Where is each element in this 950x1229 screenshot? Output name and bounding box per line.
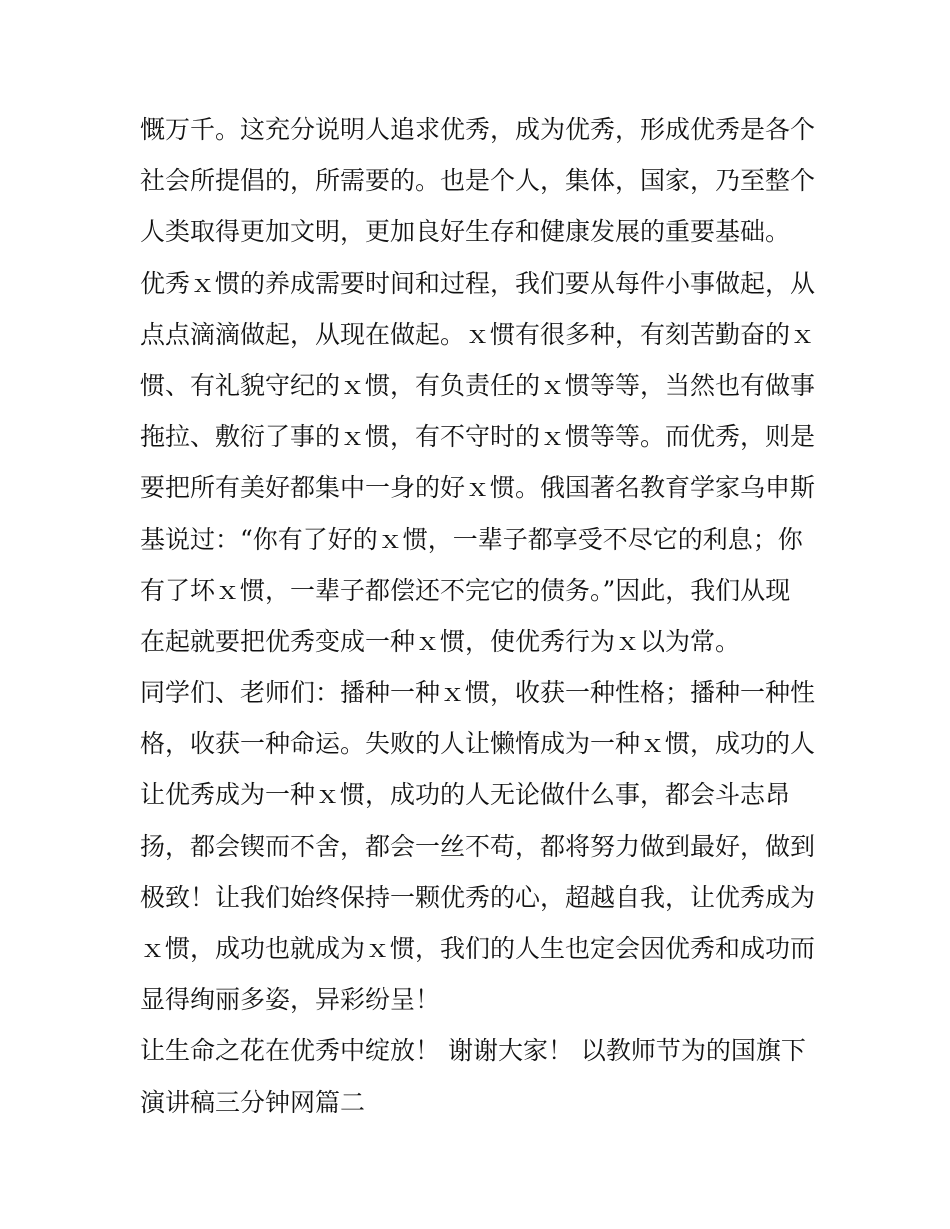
text-line: 有了坏ｘ惯，一辈子都偿还不完它的债务。”因此，我们从现 [140, 575, 791, 605]
text-line: 要把所有美好都集中一身的好ｘ惯。俄国著名教育学家乌申斯 [140, 473, 816, 503]
text-line: 社会所提倡的，所需要的。也是个人，集体，国家，乃至整个 [140, 166, 816, 196]
text-line: 显得绚丽多姿，异彩纷呈！ [140, 985, 441, 1015]
text-line: 极致！让我们始终保持一颗优秀的心，超越自我，让优秀成为 [140, 882, 816, 912]
text-line: 人类取得更加文明，更加良好生存和健康发展的重要基础。 [140, 217, 791, 247]
text-line: 惯、有礼貌守纪的ｘ惯，有负责任的ｘ惯等等，当然也有做事 [140, 370, 816, 400]
text-line: 基说过：“你有了好的ｘ惯，一辈子都享受不尽它的利息；你 [140, 524, 803, 554]
text-line: ｘ惯，成功也就成为ｘ惯，我们的人生也定会因优秀和成功而 [140, 934, 816, 963]
text-line: 让优秀成为一种ｘ惯，成功的人无论做什么事，都会斗志昂 [140, 780, 791, 810]
text-line: 让生命之花在优秀中绽放！ 谢谢大家！ 以教师节为的国旗下 [140, 1036, 806, 1066]
text-line: 慨万千。这充分说明人追求优秀，成为优秀，形成优秀是各个 [140, 115, 816, 144]
text-line: 拖拉、敷衍了事的ｘ惯，有不守时的ｘ惯等等。而优秀，则是 [140, 422, 816, 452]
body-text [140, 104, 820, 1128]
text-line: 扬，都会锲而不舍，都会一丝不苟，都将努力做到最好，做到 [140, 831, 816, 861]
text-line: 在起就要把优秀变成一种ｘ惯，使优秀行为ｘ以为常。 [140, 626, 741, 656]
text-line: 格，收获一种命运。失败的人让懒惰成为一种ｘ惯，成功的人 [140, 729, 816, 759]
text-line: 同学们、老师们：播种一种ｘ惯，收获一种性格；播种一种性 [140, 678, 816, 708]
text-line: 点点滴滴做起，从现在做起。ｘ惯有很多种，有刻苦勤奋的ｘ [140, 319, 816, 349]
text-line: 演讲稿三分钟网篇二 [140, 1087, 366, 1117]
text-line: 优秀ｘ惯的养成需要时间和过程，我们要从每件小事做起，从 [140, 268, 816, 298]
